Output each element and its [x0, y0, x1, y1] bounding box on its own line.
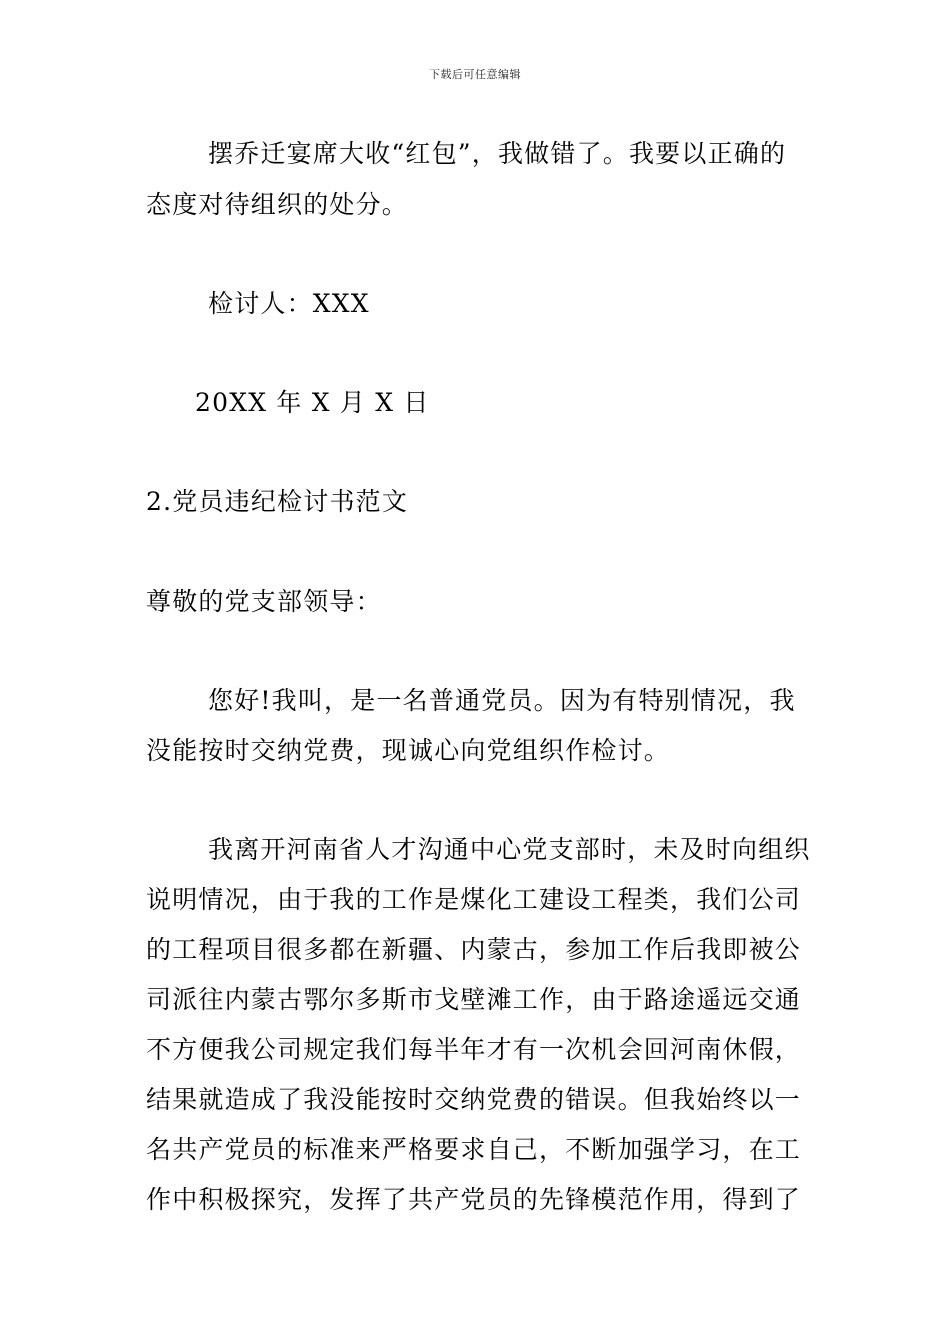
paragraph-line: 态度对待组织的处分。 — [146, 190, 409, 219]
paragraph-line: 司派往内蒙古鄂尔多斯市戈壁滩工作，由于路途遥远交通 — [146, 985, 802, 1014]
signature-date: 20XX 年 X 月 X 日 — [195, 388, 430, 417]
paragraph-line: 摆乔迁宴席大收“红包”，我做错了。我要以正确的 — [208, 139, 787, 168]
paragraph-line: 说明情况，由于我的工作是煤化工建设工程类，我们公司 — [146, 885, 802, 914]
paragraph-line: 作中积极探究，发挥了共产党员的先锋模范作用，得到了 — [146, 1185, 802, 1214]
salutation: 尊敬的党支部领导： — [146, 587, 382, 616]
paragraph-line: 不方便我公司规定我们每半年才有一次机会回河南休假， — [146, 1035, 802, 1064]
paragraph-line: 结果就造成了我没能按时交纳党费的错误。但我始终以一 — [146, 1085, 802, 1114]
paragraph-line: 我离开河南省人才沟通中心党支部时，未及时向组织 — [208, 835, 811, 864]
paragraph-line: 名共产党员的标准来严格要求自己，不断加强学习，在工 — [146, 1135, 802, 1164]
paragraph-line: 您好!我叫，是一名普通党员。因为有特别情况，我 — [208, 686, 796, 715]
section-title: 2.党员违纪检讨书范文 — [146, 487, 409, 516]
header-note: 下载后可任意编辑 — [429, 68, 521, 81]
paragraph-line: 的工程项目很多都在新疆、内蒙古，参加工作后我即被公 — [146, 935, 802, 964]
signature-label: 检讨人：XXX — [208, 289, 370, 318]
paragraph-line: 没能按时交纳党费，现诚心向党组织作检讨。 — [146, 736, 671, 765]
